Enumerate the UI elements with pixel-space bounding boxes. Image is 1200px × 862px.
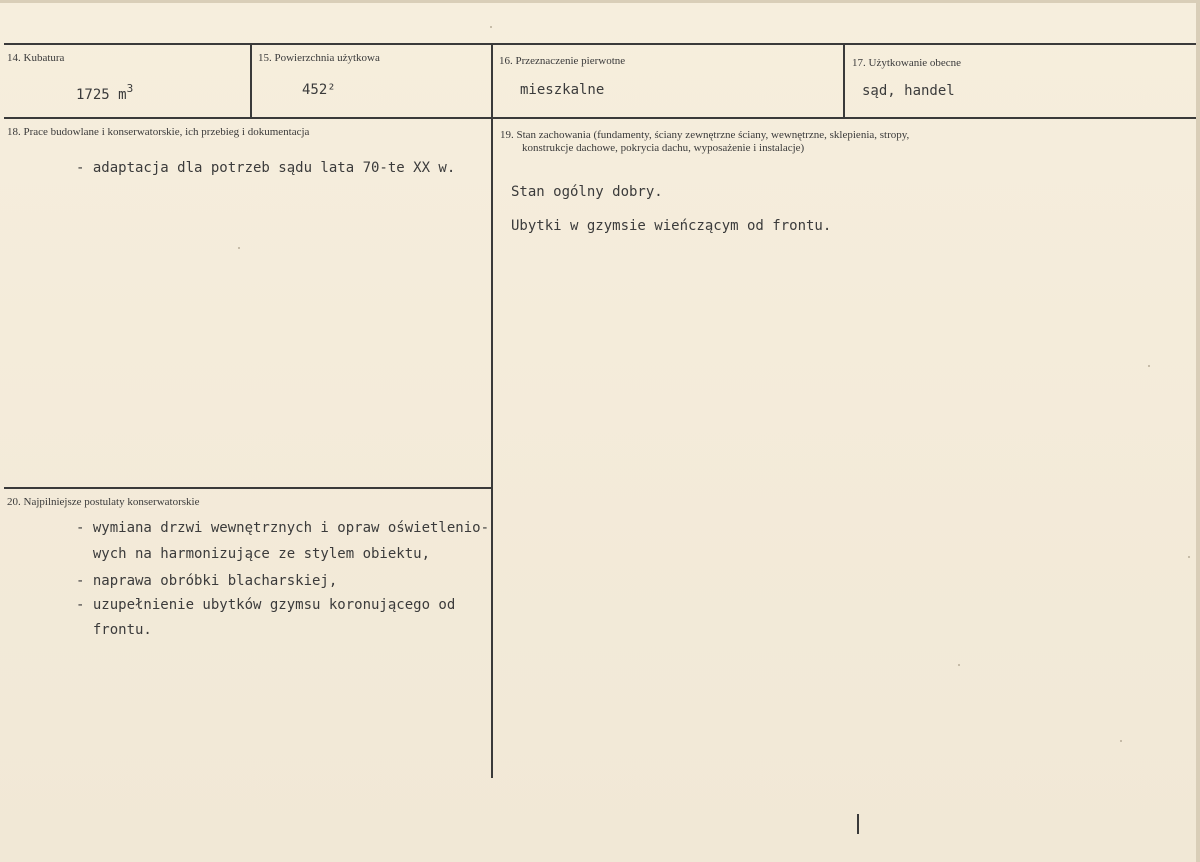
paper-speck: [1120, 740, 1122, 742]
field-15-value: 452²: [302, 82, 336, 98]
field-14-value: [76, 82, 133, 103]
field-17-label: 17. Użytkowanie obecne: [852, 57, 962, 69]
paper-speck: [1148, 365, 1150, 367]
field-17-value: sąd, handel: [862, 83, 955, 99]
grid-line-v2: [491, 45, 493, 778]
paper-speck: [490, 26, 492, 28]
field-16-value: mieszkalne: [520, 82, 605, 98]
field-20-line: frontu.: [76, 622, 152, 638]
field-20-label: 20. Najpilniejsze postulaty konserwatorskie: [7, 496, 200, 508]
field-19-line: Stan ogólny dobry.: [511, 184, 663, 200]
grid-line-f18-bottom: [4, 487, 492, 489]
paper-speck: [238, 247, 240, 249]
grid-line-top: [4, 43, 1196, 45]
field-18-line: - adaptacja dla potrzeb sądu lata 70-te XX w.: [76, 160, 456, 176]
field-19-label-line2: konstrukcje dachowe, pokrycia dachu, wyposażenie i instalacje): [522, 142, 805, 154]
field-18-label: 18. Prace budowlane i konserwatorskie, ich przebieg i dokumentacja: [7, 126, 310, 138]
paper-speck: [958, 664, 960, 666]
grid-line-v3: [843, 45, 845, 118]
paper-edge-right: [1196, 0, 1200, 862]
field-14-value-text: 1725 m: [76, 87, 127, 103]
field-16-label: 16. Przeznaczenie pierwotne: [499, 55, 626, 67]
field-19-line: Ubytki w gzymsie wieńczącym od frontu.: [511, 218, 832, 234]
field-14-label: 14. Kubatura: [7, 52, 65, 64]
paper-edge-top: [0, 0, 1200, 3]
field-20-line: - uzupełnienie ubytków gzymsu koronującego od: [76, 597, 456, 613]
field-20-line: wych na harmonizujące ze stylem obiektu,: [76, 546, 431, 562]
field-14-unit-sup: 3: [126, 82, 134, 95]
field-19-label-line1: 19. Stan zachowania (fundamenty, ściany zewnętrzne ściany, wewnętrzne, sklepienia, stropy,: [500, 129, 910, 141]
paper-speck: [1188, 556, 1190, 558]
grid-line-v1: [250, 45, 252, 118]
grid-line-row1-bottom: [4, 117, 1196, 119]
field-20-line: - wymiana drzwi wewnętrznych i opraw oświetlenio-: [76, 520, 490, 536]
grid-line-bottom-mark: [857, 814, 859, 834]
field-20-line: - naprawa obróbki blacharskiej,: [76, 573, 338, 589]
field-15-label: 15. Powierzchnia użytkowa: [258, 52, 380, 64]
